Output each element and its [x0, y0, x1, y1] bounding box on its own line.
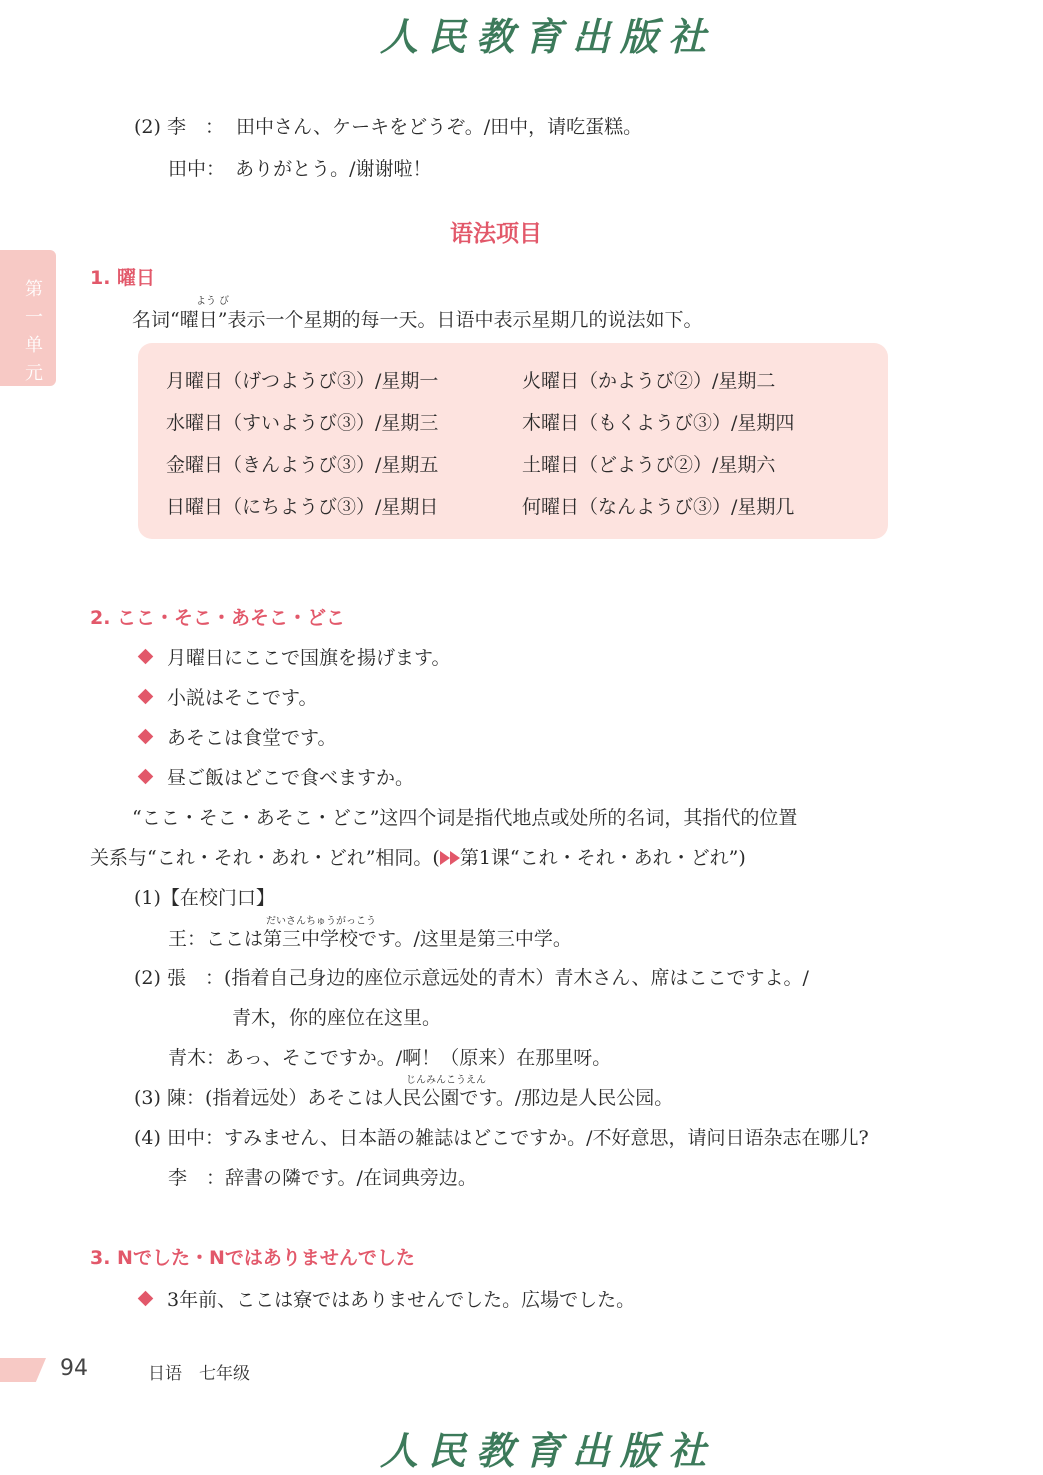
example-item: [140, 1285, 635, 1312]
page-number: 94: [60, 1356, 88, 1381]
grammar-heading-1: 1. 曜日: [90, 267, 156, 289]
grammar-intro-1: [132, 305, 702, 332]
example-text: 小説はそこです。: [167, 687, 318, 709]
explanation-line-2: [90, 843, 746, 870]
intro-before: 名词“: [132, 309, 180, 331]
weekday-item: 水曜日（すいようび③）/星期三: [166, 412, 439, 434]
book-title: 日语 七年级: [148, 1364, 250, 1384]
cross-reference-icon: [450, 851, 460, 865]
speaker-label: (2) 李 ：: [134, 116, 224, 138]
dialog-text: ありがとう。/谢谢啦！: [235, 158, 432, 180]
grammar-heading-3: 3. Nでした・Nではありませんでした: [90, 1247, 415, 1269]
example-text: 3年前、ここは寮ではありませんでした。広場でした。: [167, 1289, 636, 1311]
bullet-diamond-icon: [138, 729, 154, 745]
example-text: あそこは食堂です。: [167, 727, 337, 749]
publisher-logo-bottom: 人民教育出版社: [380, 1428, 717, 1473]
dialog-line-tanaka: [168, 154, 431, 181]
unit-side-label: 第一单元: [25, 279, 43, 384]
publisher-logo: 人民教育出版社: [380, 14, 717, 59]
dialog-4-line-2: 李 ：辞書の隣です。/在词典旁边。: [168, 1167, 477, 1189]
intro-after: ”表示一个星期的每一天。日语中表示星期几的说法如下。: [217, 309, 703, 331]
section-title: 语法项目: [450, 221, 542, 247]
weekday-item: 月曜日（げつようび③）/星期一: [166, 370, 439, 392]
dialog-2-line-1: (2) 張 ：(指着自己身边的座位示意远处的青木）青木さん、席はここですよ。/: [134, 967, 809, 989]
speaker-label: 田中：: [168, 158, 226, 180]
example-item: [140, 723, 336, 750]
weekday-item: 金曜日（きんようび③）/星期五: [166, 454, 439, 476]
example-text: 月曜日にここで国旗を揚げます。: [167, 647, 451, 669]
dialog-1-line: 王：ここは第三中学校です。/这里是第三中学。: [168, 928, 572, 950]
furigana-daisanchuugakkou: だいさんちゅうがっこう: [266, 916, 376, 927]
dialog-1-heading: (1)【在校门口】: [134, 887, 275, 909]
bullet-diamond-icon: [138, 689, 154, 705]
dialog-2-line-3: 青木：あっ、そこですか。/啊！（原来）在那里呀。: [168, 1047, 612, 1069]
dialog-text: 田中さん、ケーキをどうぞ。/田中，请吃蛋糕。: [236, 116, 643, 138]
dialog-4-line-1: (4) 田中：すみません、日本語の雑誌はどこですか。/不好意思，请问日语杂志在哪儿?: [134, 1127, 869, 1149]
explanation-line-1: “ここ・そこ・あそこ・どこ”这四个词是指代地点或处所的名词，其指代的位置: [132, 807, 798, 829]
weekday-item: 木曜日（もくようび③）/星期四: [522, 412, 795, 434]
example-text: 昼ご飯はどこで食べますか。: [167, 767, 415, 789]
intro-word: 曜日: [179, 309, 218, 331]
weekday-item: 日曜日（にちようび③）/星期日: [166, 496, 439, 518]
example-item: [140, 763, 414, 790]
footer-accent-bar: [0, 1358, 46, 1382]
bullet-diamond-icon: [138, 769, 154, 785]
cross-reference-icon: [440, 851, 450, 865]
grammar-heading-2: 2. ここ・そこ・あそこ・どこ: [90, 607, 346, 629]
example-item: [140, 683, 317, 710]
furigana-youbi: よう び: [196, 296, 230, 307]
dialog-3-line: (3) 陳：(指着远处）あそこは人民公園です。/那边是人民公园。: [134, 1087, 674, 1109]
dialog-2-line-2: 青木，你的座位在这里。: [232, 1007, 442, 1029]
bullet-diamond-icon: [138, 649, 154, 665]
furigana-jinminkouen: じんみんこうえん: [406, 1075, 486, 1086]
weekday-item: 土曜日（どようび②）/星期六: [522, 454, 776, 476]
cross-reference-text: 第1课“これ・それ・あれ・どれ”): [459, 847, 746, 869]
explanation-text: 关系与“これ・それ・あれ・どれ”相同。(: [90, 847, 440, 869]
dialog-line-li: [134, 112, 642, 139]
bullet-diamond-icon: [138, 1291, 154, 1307]
weekday-item: 火曜日（かようび②）/星期二: [522, 370, 776, 392]
weekday-item: 何曜日（なんようび③）/星期几: [522, 496, 795, 518]
example-item: [140, 643, 450, 670]
